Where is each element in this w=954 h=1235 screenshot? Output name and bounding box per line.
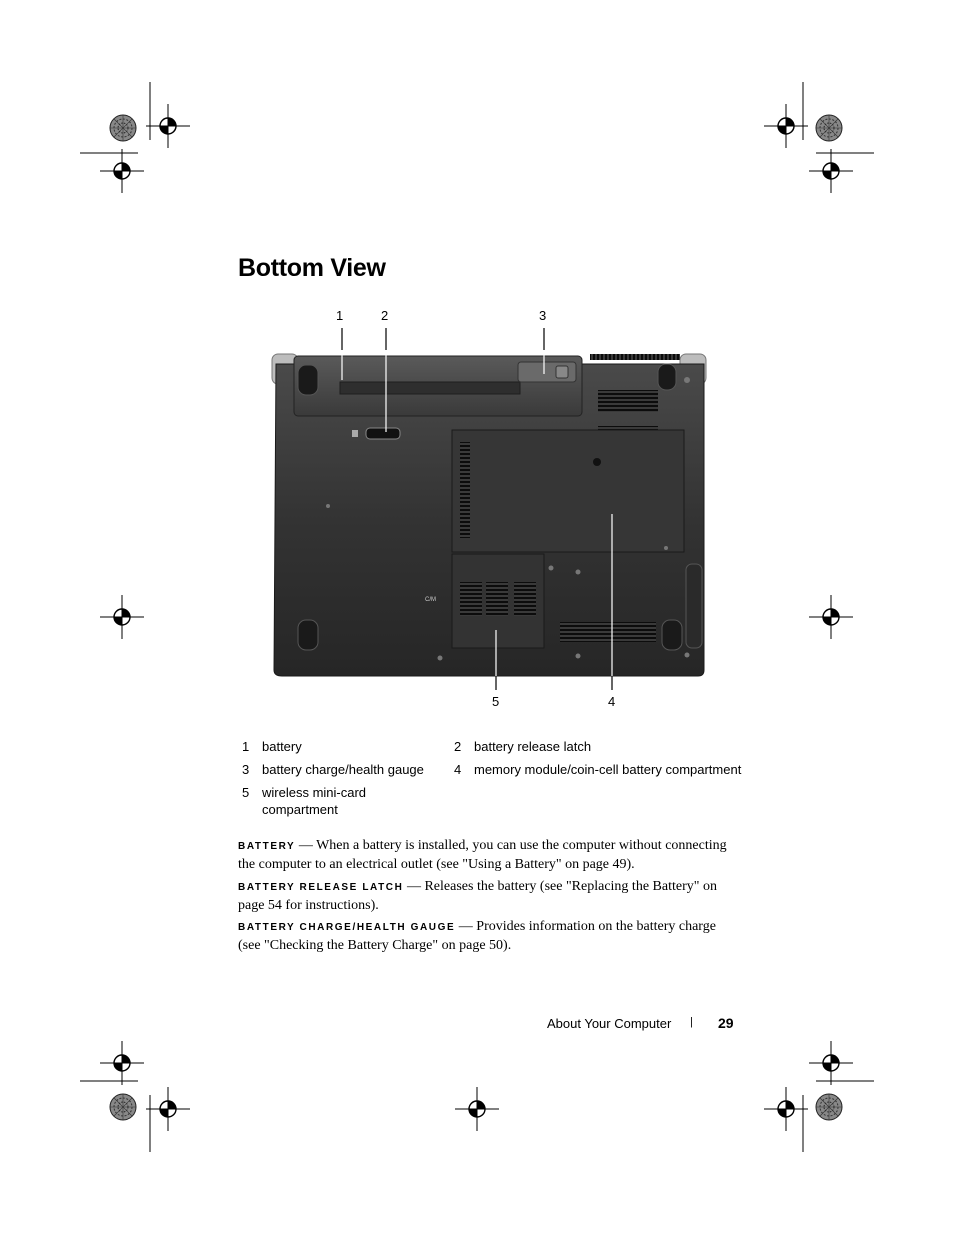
- description-term: BATTERY CHARGE/HEALTH GAUGE: [238, 922, 456, 933]
- callout-5: 5: [492, 694, 500, 709]
- description-dash: —: [406, 879, 421, 894]
- legend-item-4: [454, 761, 754, 778]
- legend-item-1: [242, 738, 442, 755]
- callout-4: 4: [608, 694, 616, 709]
- legend-text: battery release latch: [474, 739, 592, 754]
- legend-num: 1: [242, 739, 250, 754]
- description-text: When a battery is installed, you can use the computer without connecting the computer to an electrical outlet (see "Using a Battery" on page 49).: [238, 838, 727, 872]
- description-text: Provides information on the battery charge (see "Checking the Battery Charge" on page 50).: [238, 919, 716, 953]
- legend-num: 5: [242, 785, 250, 800]
- callout-3: 3: [539, 308, 547, 323]
- callout-1: 1: [336, 308, 344, 323]
- legend-text: battery charge/health gauge: [262, 762, 424, 777]
- description-term: BATTERY RELEASE LATCH: [238, 882, 404, 893]
- footer-section: About Your Computer: [547, 1016, 672, 1031]
- description-dash: —: [458, 919, 473, 934]
- description-battery-release-latch: [238, 878, 738, 915]
- legend-item-5: [242, 784, 382, 820]
- legend-text: wireless mini-card compartment: [262, 785, 367, 817]
- description-battery: [238, 837, 738, 874]
- description-battery-charge-gauge: [238, 918, 738, 955]
- description-text: Releases the battery (see "Replacing the Battery" on page 54 for instructions).: [238, 879, 717, 913]
- callout-2: 2: [381, 308, 389, 323]
- legend-text: battery: [262, 739, 302, 754]
- page-number: 29: [718, 1015, 734, 1031]
- laptop-bottom-illustration: [0, 320, 954, 740]
- description-term: BATTERY: [238, 841, 296, 852]
- page-title: Bottom View: [238, 254, 386, 282]
- legend-item-3: [242, 761, 442, 778]
- legend-text: memory module/coin-cell battery compartment: [474, 762, 742, 777]
- legend-num: 3: [242, 762, 250, 777]
- footer-separator: |: [690, 1016, 693, 1028]
- device-label: C/M: [425, 597, 436, 603]
- legend-num: 4: [454, 762, 462, 777]
- description-dash: —: [298, 838, 313, 853]
- legend-num: 2: [454, 739, 462, 754]
- legend-item-2: [454, 738, 744, 755]
